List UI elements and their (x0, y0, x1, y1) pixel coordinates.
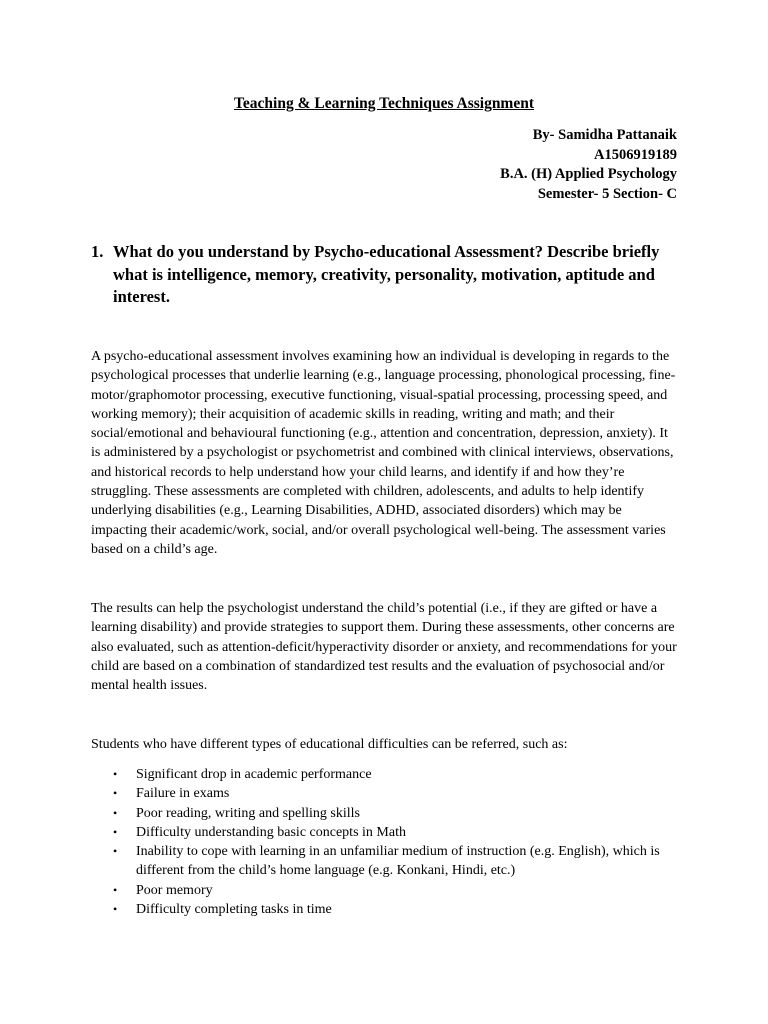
paragraph-referral: Students who have different types of educational difficulties can be referred, such as: (91, 737, 568, 752)
author-semester: Semester- 5 Section- C (537, 185, 677, 202)
bullet-icon: • (113, 844, 118, 859)
list-item (91, 881, 679, 900)
question-heading (91, 241, 681, 309)
paragraph-intro: A psycho-educational assessment involves examining how an individual is developing in regards to the psychological processes that underlie learning (e.g., language processing, phonological processing, fine-motor/graphomotor processing, executive functioning, visual-spatial processing, processing speed, and working memory); their acquisition of academic skills in reading, writing and math; and their social/emotional and behavioural functioning (e.g., attention and concentration, depression, anxiety). It is administered by a psychologist or psychometrist and combined with clinical interviews, observations, and historical records to help understand how your child learns, and identify if and how they’re struggling. These assessments are completed with children, adolescents, and adults to help identify underlying disabilities (e.g., Learning Disabilities, ADHD, associated disorders) which may be impacting their academic/work, social, and/or overall psychological well-being. The assessment varies based on a child’s age. (91, 349, 676, 557)
question-text: What do you understand by Psycho-educational Assessment? Describe briefly what is intelligence, memory, creativity, personality, motivation, aptitude and interest. (113, 242, 660, 306)
list-item (91, 823, 679, 842)
referral-list (91, 765, 679, 919)
bullet-icon: • (113, 902, 118, 917)
author-course: B.A. (H) Applied Psychology (500, 166, 677, 182)
list-item (91, 842, 679, 881)
bullet-icon: • (113, 786, 118, 801)
list-item (91, 784, 679, 803)
question-number: 1. (91, 242, 104, 261)
list-item-text: Difficulty completing tasks in time (136, 902, 332, 918)
list-item-text: Inability to cope with learning in an unfamiliar medium of instruction (e.g. English), which is different from the child’s home language (e.g. Konkani, Hindi, etc.) (136, 844, 660, 879)
author-id: A1506919189 (594, 146, 677, 163)
list-item-text: Significant drop in academic performance (136, 767, 372, 782)
bullet-icon: • (113, 882, 118, 897)
list-item (91, 900, 679, 919)
list-item (91, 765, 679, 784)
document-title: Teaching & Learning Techniques Assignment (233, 95, 535, 112)
bullet-icon: • (113, 824, 118, 839)
author-block (500, 126, 677, 204)
list-item-text: Poor reading, writing and spelling skills (136, 805, 360, 821)
list-item-text: Failure in exams (136, 786, 230, 802)
paragraph-results: The results can help the psychologist understand the child’s potential (i.e., if they are gifted or have a learning disability) and provide strategies to support them. During these assessments, other concerns are also evaluated, such as attention-deficit/hyperactivity disorder or anxiety, and recommendations for your child are based on a combination of standardized test results and the evaluation of psychosocial and/or mental health issues. (91, 601, 677, 694)
list-item (91, 804, 679, 823)
author-name: By- Samidha Pattanaik (532, 127, 677, 143)
list-item-text: Poor memory (136, 882, 213, 898)
list-item-text: Difficulty understanding basic concepts in Math (136, 824, 406, 840)
bullet-icon: • (113, 767, 118, 781)
bullet-icon: • (113, 805, 118, 820)
